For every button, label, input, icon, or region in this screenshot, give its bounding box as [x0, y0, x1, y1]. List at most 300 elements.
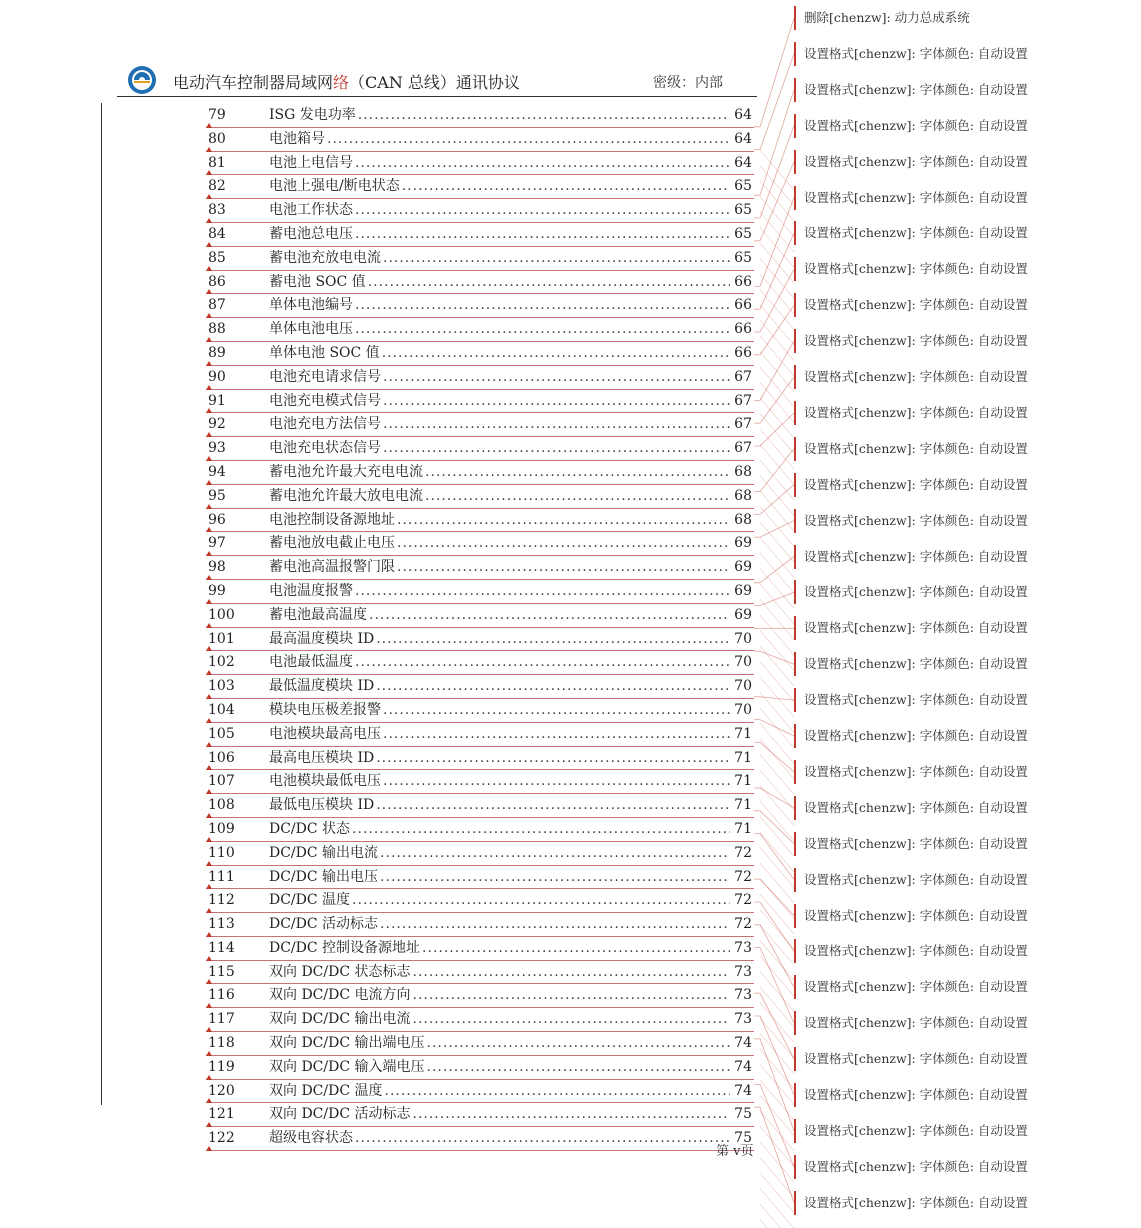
comment-format-change[interactable]: 设置格式[chenzw]: 字体颜色: 自动设置 [794, 1155, 1028, 1179]
comment-connector-line [754, 697, 794, 700]
comment-format-change[interactable]: 设置格式[chenzw]: 字体颜色: 自动设置 [794, 114, 1028, 138]
comment-format-change[interactable]: 设置格式[chenzw]: 字体颜色: 自动设置 [794, 616, 1028, 640]
toc-entry[interactable] [206, 152, 754, 176]
toc-title: 蓄电池高温报警门限 [269, 556, 397, 579]
toc-entry[interactable] [206, 509, 754, 533]
comment-format-change[interactable]: 设置格式[chenzw]: 字体颜色: 自动设置 [794, 939, 1028, 963]
toc-entry[interactable] [206, 937, 754, 961]
toc-entry[interactable] [206, 485, 754, 509]
comment-format-change[interactable]: 设置格式[chenzw]: 字体颜色: 自动设置 [794, 365, 1028, 389]
comment-connector-line [754, 993, 794, 1059]
toc-number: 106 [208, 749, 235, 766]
comment-connector-line [760, 1142, 794, 1182]
comment-connector-line [760, 367, 794, 407]
comment-connector-line [760, 150, 794, 190]
toc-entry[interactable] [206, 675, 754, 699]
comment-connector-line [760, 507, 794, 547]
comment-connector-line [760, 569, 794, 609]
toc-page-number: 71 [734, 797, 752, 814]
comment-connector-line [760, 1111, 794, 1151]
comment-format-change[interactable]: 设置格式[chenzw]: 字体颜色: 自动设置 [794, 580, 1028, 604]
toc-leader [413, 961, 731, 984]
toc-entry[interactable] [206, 1103, 754, 1127]
comment-format-change[interactable]: 设置格式[chenzw]: 字体颜色: 自动设置 [794, 796, 1028, 820]
comment-format-change[interactable]: 设置格式[chenzw]: 字体颜色: 自动设置 [794, 221, 1028, 245]
comment-connector-line [760, 522, 794, 562]
toc-page-number: 72 [734, 844, 752, 861]
toc-entry[interactable] [206, 128, 754, 152]
comment-connector-line [760, 1204, 794, 1228]
page-number: 第 v页 [716, 1144, 754, 1159]
toc-entry[interactable] [206, 413, 754, 437]
toc-entry[interactable] [206, 842, 754, 866]
toc-entry[interactable] [206, 1008, 754, 1032]
toc-title: 电池控制设备源地址 [269, 509, 397, 532]
toc-entry[interactable] [206, 437, 754, 461]
toc-number: 119 [208, 1058, 235, 1075]
toc-number: 113 [208, 916, 235, 933]
comment-connector-line [760, 631, 794, 671]
toc-leader [383, 366, 730, 389]
toc-leader [425, 485, 730, 508]
comment-connector-line [760, 1003, 794, 1043]
toc-entry[interactable] [206, 342, 754, 366]
toc-leader [358, 104, 730, 127]
toc-number: 121 [208, 1106, 235, 1123]
title-text-suffix: （CAN 总线）通讯协议 [349, 73, 520, 92]
comment-format-change[interactable]: 设置格式[chenzw]: 字体颜色: 自动设置 [794, 1047, 1028, 1071]
comment-format-change[interactable]: 设置格式[chenzw]: 字体颜色: 自动设置 [794, 975, 1028, 999]
toc-leader [383, 413, 730, 436]
toc-entry[interactable] [206, 961, 754, 985]
toc-page-number: 70 [734, 678, 752, 695]
toc-number: 84 [208, 225, 226, 242]
toc-entry[interactable] [206, 532, 754, 556]
comment-format-change[interactable]: 设置格式[chenzw]: 字体颜色: 自动设置 [794, 1011, 1028, 1035]
toc-number: 102 [208, 654, 235, 671]
comment-connector-line [760, 956, 794, 996]
comment-connector-line [754, 54, 794, 150]
comment-connector-line [760, 1189, 794, 1228]
toc-number: 101 [208, 630, 235, 647]
document-title [173, 70, 520, 93]
toc-entry[interactable] [206, 747, 754, 771]
toc-entry[interactable] [206, 104, 754, 128]
comment-connector-line [760, 274, 794, 314]
comment-connector-line [754, 742, 794, 772]
toc-title: 双向 DC/DC 输出端电压 [269, 1032, 427, 1055]
comment-connector-line [754, 162, 794, 241]
toc-entry[interactable] [206, 604, 754, 628]
toc-entry[interactable] [206, 818, 754, 842]
comment-connector-line [760, 1065, 794, 1105]
comment-connector-line [760, 724, 794, 764]
toc-page-number: 64 [734, 154, 752, 171]
toc-number: 90 [208, 368, 226, 385]
comment-connector-line [760, 553, 794, 593]
toc-page-number: 70 [734, 630, 752, 647]
toc-entry[interactable] [206, 318, 754, 342]
toc-number: 86 [208, 273, 226, 290]
toc-page-number: 75 [734, 1106, 752, 1123]
toc-leader [413, 1008, 731, 1031]
toc-title: 双向 DC/DC 输出电流 [269, 1008, 413, 1031]
comment-connector-line [760, 414, 794, 454]
toc-page-number: 71 [734, 773, 752, 790]
toc-entry[interactable] [206, 223, 754, 247]
comment-connector-line [760, 243, 794, 283]
toc-number: 94 [208, 463, 226, 480]
toc-number: 118 [208, 1035, 235, 1052]
comment-format-change[interactable]: 设置格式[chenzw]: 字体颜色: 自动设置 [794, 1119, 1028, 1143]
toc-leader [369, 604, 730, 627]
toc-title: DC/DC 温度 [269, 889, 352, 912]
toc-page-number: 69 [734, 559, 752, 576]
comment-connector-line [754, 1039, 794, 1131]
toc-page-number: 64 [734, 107, 752, 123]
toc-leader [402, 175, 730, 198]
toc-number: 92 [208, 416, 226, 433]
toc-number: 115 [208, 963, 235, 980]
toc-title: 蓄电池放电截止电压 [269, 532, 397, 555]
toc-page-number: 66 [734, 297, 752, 314]
toc-title: 单体电池编号 [269, 294, 355, 317]
toc-entry[interactable] [206, 1080, 754, 1104]
toc-title: 蓄电池充放电电流 [269, 247, 383, 270]
comment-format-change[interactable]: 设置格式[chenzw]: 字体颜色: 自动设置 [794, 473, 1028, 497]
comment-format-change[interactable]: 设置格式[chenzw]: 字体颜色: 自动设置 [794, 437, 1028, 461]
comment-format-change[interactable]: 设置格式[chenzw]: 字体颜色: 自动设置 [794, 78, 1028, 102]
comment-connector-line [760, 1018, 794, 1058]
toc-page-number: 66 [734, 344, 752, 361]
comment-connector-line [754, 720, 794, 736]
toc-title: DC/DC 活动标志 [269, 913, 380, 936]
toc-number: 104 [208, 701, 235, 718]
comment-format-change[interactable]: 设置格式[chenzw]: 字体颜色: 自动设置 [794, 760, 1028, 784]
comment-connector-line [754, 788, 794, 808]
comment-connector-line [754, 198, 794, 287]
toc-title: 电池模块最高电压 [269, 723, 383, 746]
toc-leader [397, 556, 730, 579]
comment-connector-line [760, 987, 794, 1027]
toc-page-number: 72 [734, 892, 752, 909]
toc-leader [413, 1103, 731, 1126]
toc-title: 蓄电池允许最大充电电流 [269, 461, 425, 484]
toc-entry[interactable] [206, 199, 754, 223]
toc-leader [380, 842, 730, 865]
toc-leader [355, 223, 730, 246]
toc-title: 蓄电池总电压 [269, 223, 355, 246]
comment-connector-line [760, 383, 794, 423]
comment-deletion[interactable]: 删除[chenzw]: 动力总成系统 [794, 6, 970, 30]
security-level: 密级：内部 [653, 75, 723, 91]
toc-title: 模块电压极差报警 [269, 699, 383, 722]
toc-title: 双向 DC/DC 输入端电压 [269, 1056, 427, 1079]
toc-number: 87 [208, 297, 226, 314]
toc-entry[interactable] [206, 1127, 754, 1151]
comment-format-change[interactable]: 设置格式[chenzw]: 字体颜色: 自动设置 [794, 904, 1028, 928]
toc-leader [385, 1080, 731, 1103]
toc-title: DC/DC 控制设备源地址 [269, 937, 422, 960]
comment-connector-line [760, 693, 794, 733]
comment-connector-line [754, 592, 794, 605]
toc-page-number: 72 [734, 868, 752, 885]
toc-title: 最低电压模块 ID [269, 794, 376, 817]
toc-number: 116 [208, 987, 235, 1004]
toc-number: 112 [208, 892, 235, 909]
toc-entry[interactable] [206, 770, 754, 794]
comment-connector-line [760, 398, 794, 438]
toc-leader [352, 818, 730, 841]
toc-leader [383, 699, 730, 722]
comment-connector-line [760, 817, 794, 857]
toc-title: 双向 DC/DC 温度 [269, 1080, 385, 1103]
comment-format-change[interactable]: 设置格式[chenzw]: 字体颜色: 自动设置 [794, 868, 1028, 892]
toc-title: 电池模块最低电压 [269, 770, 383, 793]
toc-page-number: 69 [734, 606, 752, 623]
comment-format-change[interactable]: 设置格式[chenzw]: 字体颜色: 自动设置 [794, 42, 1028, 66]
comment-connector-line [760, 166, 794, 206]
toc-leader [397, 509, 730, 532]
comment-connector-line [760, 197, 794, 237]
comment-format-change[interactable]: 设置格式[chenzw]: 字体颜色: 自动设置 [794, 724, 1028, 748]
toc-entry[interactable] [206, 580, 754, 604]
toc-number: 82 [208, 178, 226, 195]
toc-leader [427, 1056, 731, 1079]
comment-format-change[interactable]: 设置格式[chenzw]: 字体颜色: 自动设置 [794, 688, 1028, 712]
toc-leader [380, 866, 730, 889]
toc-title: 电池工作状态 [269, 199, 355, 222]
comment-format-change[interactable]: 设置格式[chenzw]: 字体颜色: 自动设置 [794, 652, 1028, 676]
comment-connector-line [760, 1080, 794, 1120]
toc-page-number: 71 [734, 725, 752, 742]
toc-number: 114 [208, 939, 235, 956]
comment-connector-line [760, 212, 794, 252]
comment-connector-line [760, 305, 794, 345]
toc-number: 109 [208, 820, 235, 837]
comment-connector-line [760, 848, 794, 888]
toc-leader [352, 889, 730, 912]
comment-connector-line [760, 181, 794, 221]
comment-connector-line [760, 228, 794, 268]
comment-connector-line [760, 662, 794, 702]
company-logo-icon [127, 65, 157, 95]
comment-format-change[interactable]: 设置格式[chenzw]: 字体颜色: 自动设置 [794, 293, 1028, 317]
comment-connector-line [760, 584, 794, 624]
toc-number: 98 [208, 559, 226, 576]
page-header [113, 60, 760, 98]
comment-format-change[interactable]: 设置格式[chenzw]: 字体颜色: 自动设置 [794, 150, 1028, 174]
comment-format-change[interactable]: 设置格式[chenzw]: 字体颜色: 自动设置 [794, 832, 1028, 856]
comment-connector-line [760, 1034, 794, 1074]
comment-format-change[interactable]: 设置格式[chenzw]: 字体颜色: 自动设置 [794, 545, 1028, 569]
toc-entry[interactable] [206, 461, 754, 485]
toc-number: 91 [208, 392, 226, 409]
comment-connector-line [760, 910, 794, 950]
toc-page-number: 73 [734, 963, 752, 980]
comment-connector-line [760, 336, 794, 376]
toc-title: DC/DC 状态 [269, 818, 352, 841]
toc-leader [376, 747, 730, 770]
comment-connector-line [754, 18, 794, 127]
toc-number: 110 [208, 844, 235, 861]
comment-connector-line [760, 925, 794, 965]
toc-title: 电池充电请求信号 [269, 366, 383, 389]
toc-page-number: 67 [734, 392, 752, 409]
comment-connector-line [754, 305, 794, 355]
toc-entry[interactable] [206, 794, 754, 818]
toc-number: 89 [208, 344, 226, 361]
comment-connector-line [760, 445, 794, 485]
toc-number: 97 [208, 535, 226, 552]
toc-entry[interactable] [206, 366, 754, 390]
comment-connector-line [754, 521, 794, 538]
comment-connector-line [760, 863, 794, 903]
toc-page-number: 71 [734, 749, 752, 766]
toc-leader [355, 1127, 730, 1150]
toc-page-number: 74 [734, 1035, 752, 1052]
comment-format-change[interactable]: 设置格式[chenzw]: 字体颜色: 自动设置 [794, 186, 1028, 210]
toc-number: 117 [208, 1011, 235, 1028]
comment-connector-line [760, 460, 794, 500]
toc-entry[interactable] [206, 175, 754, 199]
comment-connector-line [754, 1084, 794, 1166]
toc-number: 111 [208, 868, 235, 885]
toc-title: ISG 发电功率 [269, 104, 358, 127]
toc-leader [355, 651, 730, 674]
comment-connector-line [760, 1127, 794, 1167]
toc-title: 电池充电方法信号 [269, 413, 383, 436]
toc-page-number: 66 [734, 321, 752, 338]
comment-connector-line [760, 739, 794, 779]
toc-title: 单体电池 SOC 值 [269, 342, 382, 365]
comment-format-change[interactable]: 设置格式[chenzw]: 字体颜色: 自动设置 [794, 329, 1028, 353]
toc-title: 蓄电池最高温度 [269, 604, 369, 627]
toc-leader [355, 580, 730, 603]
toc-entry[interactable] [206, 866, 754, 890]
comment-format-change[interactable]: 设置格式[chenzw]: 字体颜色: 自动设置 [794, 1191, 1028, 1215]
comment-connector-line [760, 801, 794, 841]
toc-title: DC/DC 输出电压 [269, 866, 380, 889]
toc-leader [397, 532, 730, 555]
toc-leader [427, 1032, 731, 1055]
toc-entry[interactable] [206, 628, 754, 652]
toc-entry[interactable] [206, 390, 754, 414]
toc-entry[interactable] [206, 1032, 754, 1056]
toc-title: 单体电池电压 [269, 318, 355, 341]
toc-page-number: 73 [734, 987, 752, 1004]
toc-entry[interactable] [206, 889, 754, 913]
title-text: 电动汽车控制器局域网 [173, 73, 334, 92]
title-tracked-char: 络 [333, 73, 350, 92]
toc-title: 电池充电状态信号 [269, 437, 383, 460]
toc-leader [382, 342, 730, 365]
toc-number: 105 [208, 725, 235, 742]
toc-entry[interactable] [206, 247, 754, 271]
toc-title: 电池充电模式信号 [269, 390, 383, 413]
toc-page-number: 71 [734, 820, 752, 837]
toc-leader [422, 937, 730, 960]
toc-page-number: 68 [734, 511, 752, 528]
toc-entry[interactable] [206, 556, 754, 580]
toc-title: 最高温度模块 ID [269, 628, 376, 651]
comment-connector-line [754, 879, 794, 915]
comment-connector-line [754, 485, 794, 515]
toc-title: 双向 DC/DC 电流方向 [269, 984, 413, 1007]
toc-page-number: 65 [734, 249, 752, 266]
comment-connector-line [760, 708, 794, 748]
toc-number: 83 [208, 202, 226, 219]
toc-title: 蓄电池 SOC 值 [269, 271, 368, 294]
change-bar [101, 103, 102, 1105]
comment-connector-line [760, 600, 794, 640]
comment-connector-line [760, 476, 794, 516]
toc-title: 电池上强电/断电状态 [269, 175, 402, 198]
toc-leader [383, 247, 730, 270]
comment-connector-line [754, 341, 794, 400]
comment-connector-line [760, 894, 794, 934]
toc-page-number: 74 [734, 1082, 752, 1099]
toc-page-number: 65 [734, 178, 752, 195]
comment-connector-line [754, 233, 794, 309]
toc-leader [383, 437, 730, 460]
toc-entry[interactable] [206, 723, 754, 747]
comment-connector-line [760, 615, 794, 655]
toc-leader [355, 318, 730, 341]
header-rule [117, 96, 757, 97]
comment-connector-line [760, 321, 794, 361]
toc-leader [376, 675, 730, 698]
toc-page-number: 72 [734, 916, 752, 933]
comment-format-change[interactable]: 设置格式[chenzw]: 字体颜色: 自动设置 [794, 1083, 1028, 1107]
comment-format-change[interactable]: 设置格式[chenzw]: 字体颜色: 自动设置 [794, 509, 1028, 533]
toc-entry[interactable] [206, 1056, 754, 1080]
toc-entry[interactable] [206, 984, 754, 1008]
toc-entry[interactable] [206, 913, 754, 937]
toc-leader [380, 913, 730, 936]
comment-connector-line [760, 259, 794, 299]
toc-entry[interactable] [206, 294, 754, 318]
toc-number: 80 [208, 130, 226, 147]
toc-entry[interactable] [206, 651, 754, 675]
comment-connector-line [754, 1107, 794, 1203]
comment-format-change[interactable]: 设置格式[chenzw]: 字体颜色: 自动设置 [794, 257, 1028, 281]
comment-connector-line [760, 1173, 794, 1213]
comment-connector-line [760, 972, 794, 1012]
toc-page-number: 69 [734, 582, 752, 599]
comment-format-change[interactable]: 设置格式[chenzw]: 字体颜色: 自动设置 [794, 401, 1028, 425]
toc-number: 96 [208, 511, 226, 528]
comment-connector-line [760, 770, 794, 810]
comment-connector-line [760, 429, 794, 469]
toc-leader [355, 152, 730, 175]
toc-leader [383, 770, 730, 793]
toc-page-number: 75 [734, 1130, 752, 1147]
toc-page-number: 68 [734, 487, 752, 504]
toc-page-number: 66 [734, 273, 752, 290]
toc-number: 99 [208, 582, 226, 599]
toc-page-number: 73 [734, 1011, 752, 1028]
comment-connector-line [760, 832, 794, 872]
toc-leader [383, 723, 730, 746]
toc-entry[interactable] [206, 699, 754, 723]
toc-entry[interactable] [206, 271, 754, 295]
toc-title: DC/DC 输出电流 [269, 842, 380, 865]
toc-title: 电池最低温度 [269, 651, 355, 674]
toc-leader [355, 199, 730, 222]
toc-leader [355, 294, 730, 317]
comment-connector-line [754, 651, 794, 664]
